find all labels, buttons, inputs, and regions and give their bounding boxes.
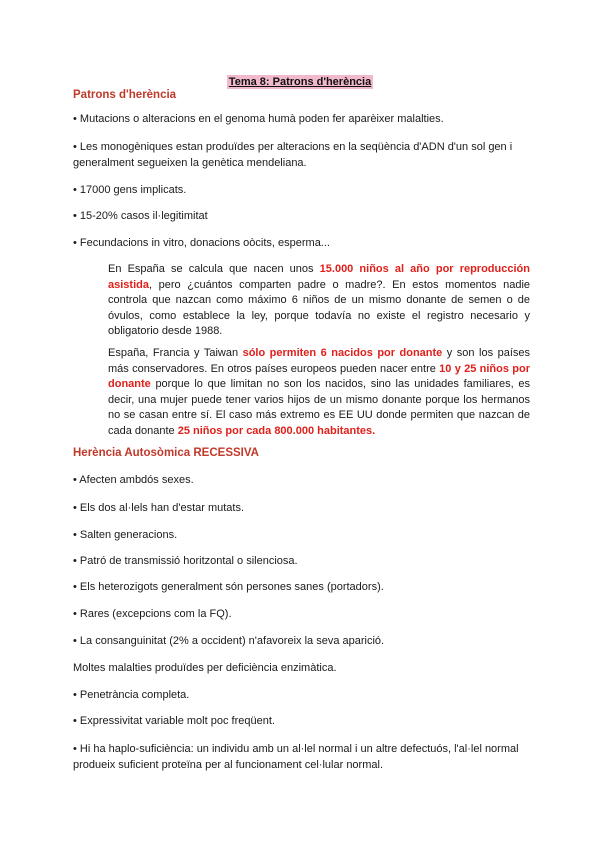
bullet-generacions: • Salten generacions. — [73, 529, 178, 541]
quote2-text-3: porque lo que limitan no son los nacidos, sino las unidades familiares, es decir, una mujer puede tener varios hijos de un mismo donante porque los hermanos no se casan entre sí. El caso más extremo es EE UU donde permiten que nazcan de cada donante — [108, 378, 530, 437]
quote2-highlight-1: sólo permiten 6 nacidos por donante — [242, 347, 443, 359]
bullet-expressivitat: • Expressivitat variable molt poc freqüent. — [73, 715, 275, 727]
section-heading-patrons: Patrons d'herència — [73, 89, 177, 101]
document-title: Tema 8: Patrons d'herència — [228, 76, 372, 88]
bullet-patro: • Patró de transmissió horitzontal o silenciosa. — [73, 555, 298, 567]
quote2-text-2: y son los países más conservadores. En otros países europeos pueden nacer entre — [108, 347, 531, 375]
quote-paises-donantes — [108, 346, 530, 439]
bullet-sexes: • Afecten ambdós sexes. — [73, 474, 194, 486]
bullet-illegitimitat: • 15-20% casos il·legitimitat — [73, 210, 208, 222]
bullet-heterozigots: • Els heterozigots generalment són persones sanes (portadors). — [73, 581, 384, 593]
bullet-rares: • Rares (excepcions com la FQ). — [73, 608, 232, 620]
quote1-text-1: En España se calcula que nacen unos — [108, 263, 320, 275]
quote2-text-1: España, Francia y Taiwan — [108, 347, 243, 359]
bullet-penetrancia: • Penetrància completa. — [73, 689, 190, 701]
bullet-monogeniques: • Les monogèniques estan produïdes per alteracions en la seqüència d'ADN d'un sol gen i generalment segueixen la genètica mendeliana. — [73, 141, 513, 169]
quote2-highlight-3: 25 niños por cada 800.000 habitantes. — [177, 424, 376, 437]
note-deficiencia: Moltes malalties produïdes per deficiència enzimàtica. — [73, 662, 337, 674]
quote1-highlight-1: 15.000 niños al año por reproducción asistida — [108, 263, 530, 291]
quote1-text-2: , pero ¿cuántos comparten padre o madre?. En estos momentos nadie controla que nazcan como máximo 6 niños de un mismo donante de semen o de óvulos, como establece la ley, porque todavía no existe el registro necesario y obligatorio desde 1988. — [108, 278, 530, 337]
bullet-haplosuficiencia: • Hi ha haplo-suficiència: un individu amb un al·lel normal i un altre defectuós, l'al·lel normal produeix suficient proteïna per al funcionament cel·lular normal. — [73, 743, 519, 771]
bullet-gens: • 17000 gens implicats. — [73, 184, 187, 196]
section-heading-recessiva: Herència Autosòmica RECESSIVA — [73, 447, 259, 459]
quote2-highlight-2: 10 y 25 niños por donante — [108, 362, 530, 390]
bullet-allels: • Els dos al·lels han d'estar mutats. — [73, 502, 245, 514]
bullet-consanguinitat: • La consanguinitat (2% a occident) n'afavoreix la seva aparició. — [73, 635, 385, 647]
bullet-fecundacions: • Fecundacions in vitro, donacions oòcits, esperma... — [73, 237, 330, 249]
quote-espana-reproduccion — [108, 262, 530, 340]
bullet-mutacions: • Mutacions o alteracions en el genoma humà poden fer aparèixer malalties. — [73, 113, 444, 125]
